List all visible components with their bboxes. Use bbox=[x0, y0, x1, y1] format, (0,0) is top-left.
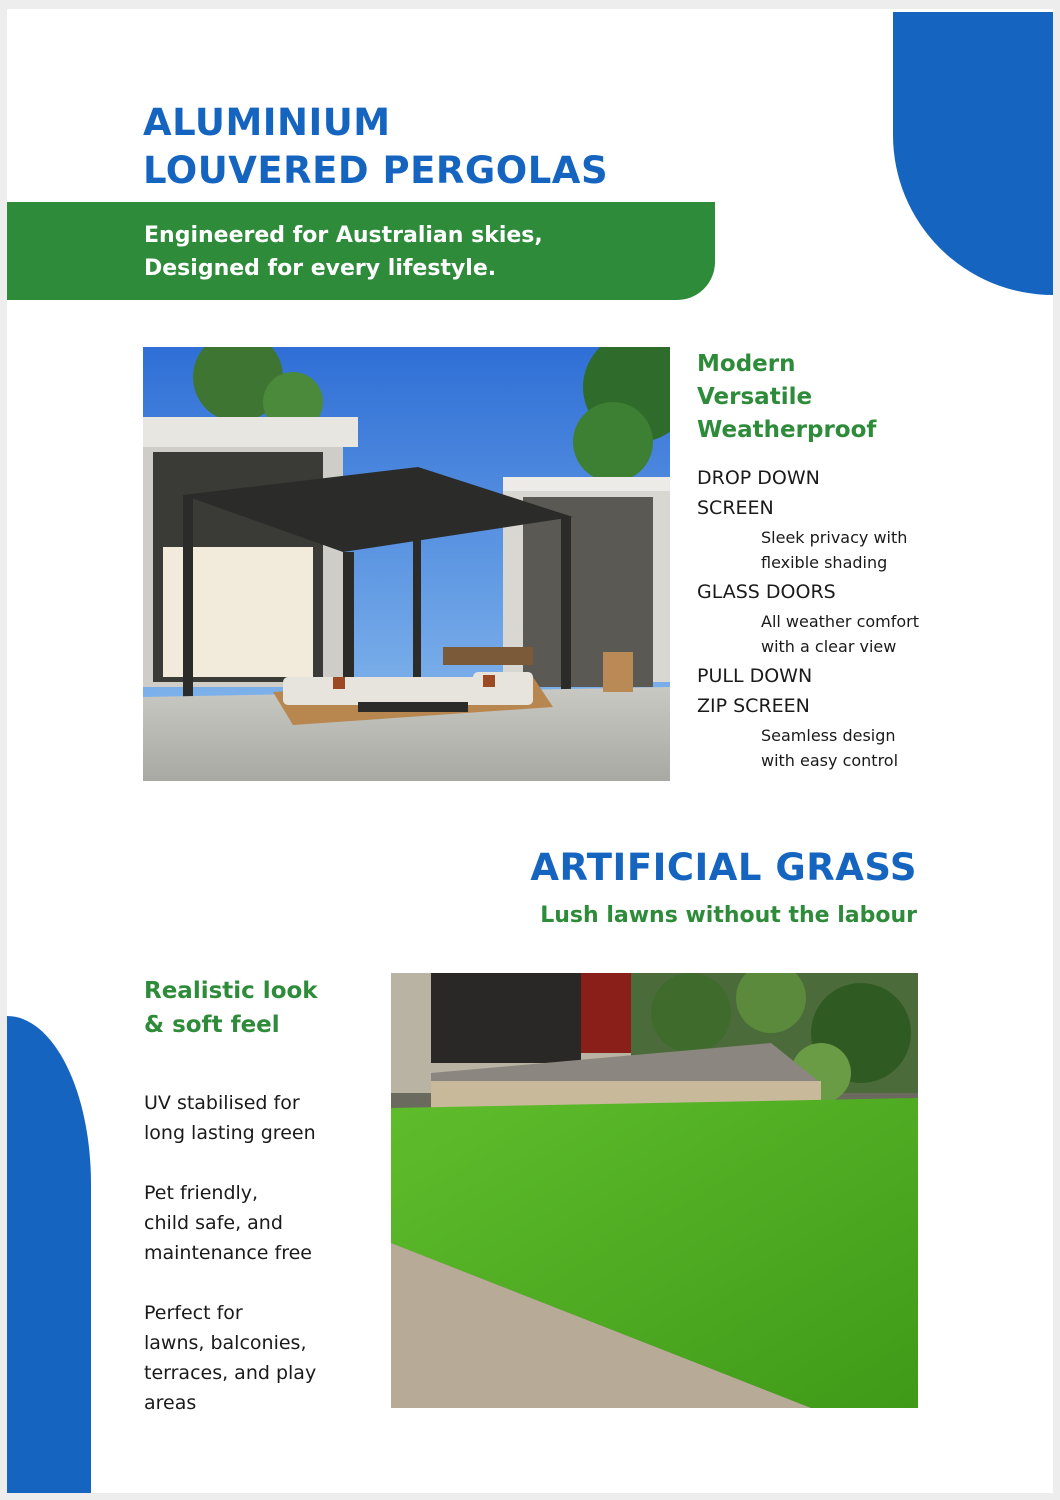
feature-description-line: with easy control bbox=[761, 751, 899, 770]
feature-title-line: DROP DOWN bbox=[697, 467, 820, 489]
grass-point bbox=[144, 1088, 384, 1148]
headline-line: Versatile bbox=[697, 384, 813, 410]
grass-point-line: terraces, and play bbox=[144, 1362, 317, 1384]
grass-benefits bbox=[144, 974, 384, 1418]
grass-point-line: long lasting green bbox=[144, 1122, 316, 1144]
decorative-blue-corner-bottom bbox=[7, 1016, 91, 1493]
grass-point-line: child safe, and bbox=[144, 1212, 283, 1234]
headline-line: Weatherproof bbox=[697, 417, 877, 443]
grass-point bbox=[144, 1178, 384, 1268]
grass-subtitle: Lush lawns without the labour bbox=[540, 903, 917, 928]
feature-item bbox=[697, 661, 1047, 773]
feature-description-line: with a clear view bbox=[761, 637, 897, 656]
feature-title-line: GLASS DOORS bbox=[697, 581, 836, 603]
feature-description bbox=[761, 723, 1047, 773]
feature-item bbox=[697, 463, 1047, 575]
pergola-title-line: LOUVERED PERGOLAS bbox=[143, 149, 609, 192]
feature-description-line: Sleek privacy with bbox=[761, 528, 908, 547]
tagline-line: Engineered for Australian skies, bbox=[144, 223, 543, 248]
feature-item bbox=[697, 577, 1047, 659]
grass-point-line: Perfect for bbox=[144, 1302, 243, 1324]
feature-title-line: ZIP SCREEN bbox=[697, 695, 810, 717]
pergola-features bbox=[697, 348, 1047, 775]
grass-headline-line: Realistic look bbox=[144, 978, 318, 1004]
pergola-photo bbox=[143, 347, 670, 781]
feature-list bbox=[697, 463, 1047, 773]
tagline-line: Designed for every lifestyle. bbox=[144, 256, 497, 281]
grass-title: ARTIFICIAL GRASS bbox=[530, 846, 917, 889]
feature-description bbox=[761, 609, 1047, 659]
grass-point-line: maintenance free bbox=[144, 1242, 312, 1264]
headline-line: Modern bbox=[697, 351, 796, 377]
feature-title bbox=[697, 661, 1047, 721]
brochure-page bbox=[7, 9, 1053, 1493]
decorative-blue-corner-top bbox=[893, 12, 1053, 295]
grass-point-line: Pet friendly, bbox=[144, 1182, 259, 1204]
grass-point-line: UV stabilised for bbox=[144, 1092, 300, 1114]
pergola-title bbox=[143, 99, 608, 195]
pergola-title-line: ALUMINIUM bbox=[143, 101, 391, 144]
feature-description-line: Seamless design bbox=[761, 726, 896, 745]
grass-point-line: lawns, balconies, bbox=[144, 1332, 307, 1354]
feature-description-line: All weather comfort bbox=[761, 612, 920, 631]
artificial-grass-photo bbox=[391, 973, 918, 1408]
feature-description-line: flexible shading bbox=[761, 553, 888, 572]
feature-title-line: PULL DOWN bbox=[697, 665, 813, 687]
grass-point-line: areas bbox=[144, 1392, 197, 1414]
feature-description bbox=[761, 525, 1047, 575]
grass-point bbox=[144, 1298, 384, 1418]
grass-headline bbox=[144, 974, 384, 1042]
feature-title bbox=[697, 577, 1047, 607]
pergola-tagline bbox=[144, 219, 543, 285]
feature-title bbox=[697, 463, 1047, 523]
grass-headline-line: & soft feel bbox=[144, 1012, 280, 1038]
feature-title-line: SCREEN bbox=[697, 497, 774, 519]
pergola-headline bbox=[697, 348, 1047, 447]
